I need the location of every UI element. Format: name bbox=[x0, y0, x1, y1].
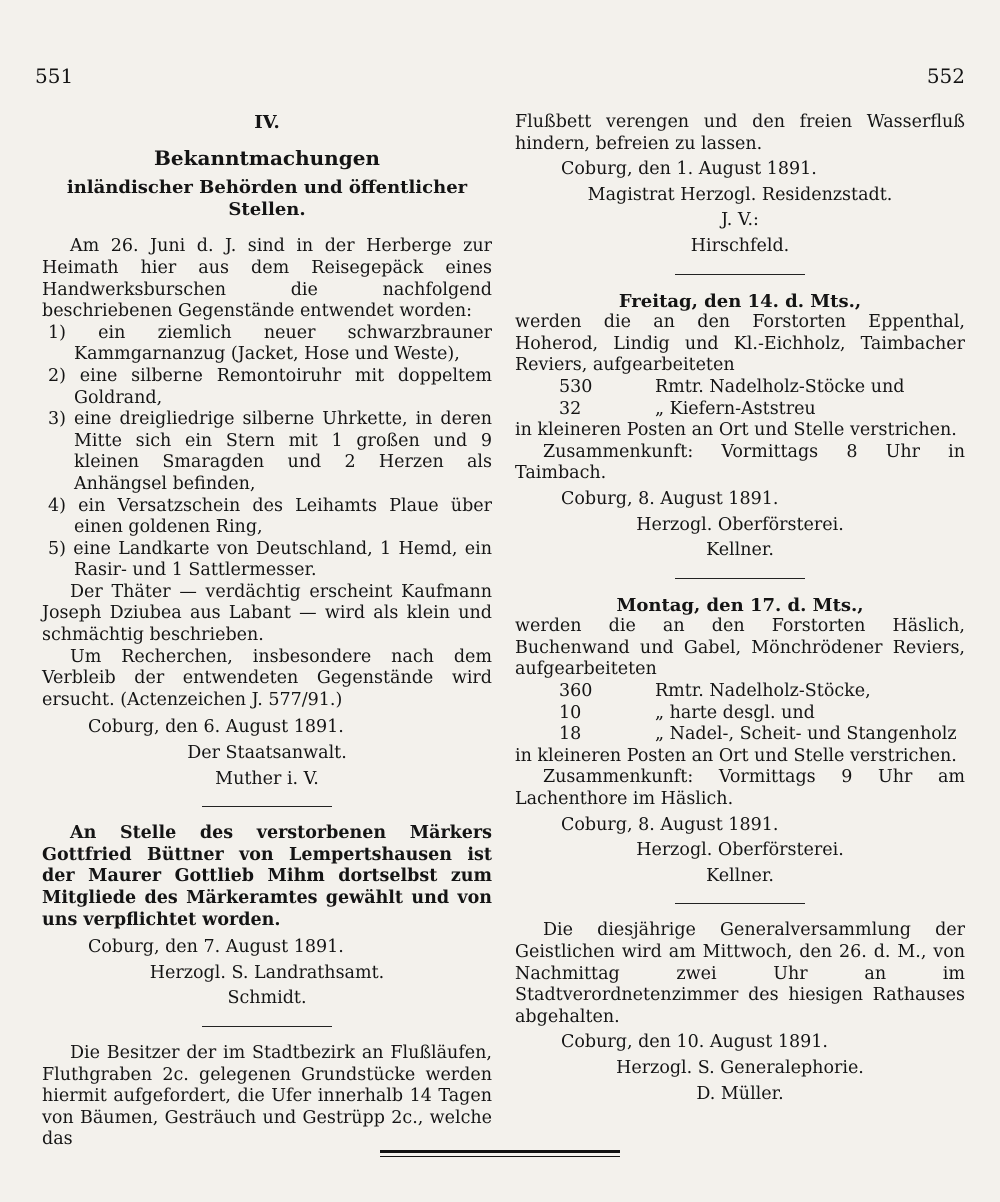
right-column bbox=[515, 112, 965, 1105]
quantity-description: „ harte desgl. und bbox=[655, 702, 815, 723]
notice-general-assembly-authority: Herzogl. S. Generalephorie. bbox=[616, 1057, 864, 1078]
notice-taimbach-text-2: in kleineren Posten an Ort und Stelle verstrichen. bbox=[515, 420, 957, 441]
notice-general-assembly-text: Die diesjährige Generalversammlung der Geistlichen wird am Mittwoch, den 26. d. M., von Nachmittag zwei Uhr an im Stadtverordnetenzimmer des hiesigen Rathauses abgehalten. bbox=[515, 920, 965, 1027]
notice-general-assembly-signature: D. Müller. bbox=[696, 1083, 784, 1104]
left-column bbox=[42, 112, 492, 1151]
quantity-description: Rmtr. Nadelholz-Stöcke und bbox=[655, 376, 905, 397]
page-number-left: 551 bbox=[35, 64, 74, 88]
notice-general-assembly-date: Coburg, den 10. August 1891. bbox=[561, 1032, 828, 1053]
notice-riverbanks-text: Die Besitzer der im Stadtbezirk an Flußläufen, Fluthgraben 2c. gelegenen Grundstücke werden hiermit aufgefordert, die Ufer innerhalb 14 Tagen von Bäumen, Gesträuch und Gestrüpp 2c., welche das bbox=[42, 1042, 492, 1150]
notice-taimbach-auction bbox=[515, 291, 965, 562]
notice-taimbach-signature: Kellner. bbox=[706, 540, 774, 561]
notice-taimbach-meeting: Zusammenkunft: Vormittags 8 Uhr in Taimbach. bbox=[515, 441, 965, 484]
table-row bbox=[559, 399, 910, 421]
quantity-number: 32 bbox=[559, 398, 582, 419]
notice-maerkeramt-authority: Herzogl. S. Landrathsamt. bbox=[149, 962, 385, 983]
notice-maerkeramt-signature: Schmidt. bbox=[227, 988, 307, 1009]
divider bbox=[202, 806, 332, 807]
notice-riverbanks-deputy: J. V.: bbox=[721, 210, 759, 231]
notice-maerkeramt-date: Coburg, den 7. August 1891. bbox=[88, 937, 344, 958]
notice-theft-signature: Muther i. V. bbox=[215, 768, 319, 789]
notice-riverbanks-authority: Magistrat Herzogl. Residenzstadt. bbox=[587, 184, 893, 205]
rule-thin bbox=[380, 1156, 620, 1157]
notice-riverbanks bbox=[42, 1043, 492, 1151]
notice-riverbanks-text-continued: Flußbett verengen und den freien Wasserfluß hindern, befreien zu lassen. bbox=[515, 112, 965, 154]
notice-theft-date: Coburg, den 6. August 1891. bbox=[88, 717, 344, 738]
notice-moenchroeden-authority: Herzogl. Oberförsterei. bbox=[636, 840, 844, 861]
divider bbox=[675, 578, 805, 579]
notice-riverbanks-date: Coburg, den 1. August 1891. bbox=[561, 159, 817, 180]
section-number: IV. bbox=[254, 112, 280, 133]
quantity-description: „ Kiefern-Aststreu bbox=[655, 398, 816, 419]
table-row bbox=[559, 681, 963, 703]
section-heading: Bekanntmachungen bbox=[154, 145, 380, 170]
table-row bbox=[559, 703, 963, 725]
notice-theft-authority: Der Staatsanwalt. bbox=[187, 743, 347, 764]
quantity-number: 18 bbox=[559, 724, 582, 745]
quantity-number: 360 bbox=[559, 681, 593, 702]
divider bbox=[202, 1026, 332, 1027]
list-item: 5) eine Landkarte von Deutschland, 1 Hemd, ein Rasir- und 1 Sattlermesser. bbox=[48, 538, 492, 581]
list-item: 3) eine dreigliedrige silberne Uhrkette, in deren Mitte sich ein Stern mit 1 großen und 9 kleinen Smaragden und 2 Herzen als Anhängsel befinden, bbox=[48, 409, 492, 494]
notice-moenchroeden-text-2: in kleineren Posten an Ort und Stelle verstrichen. bbox=[515, 745, 957, 766]
notice-moenchroeden-signature: Kellner. bbox=[706, 865, 774, 886]
divider bbox=[675, 903, 805, 904]
notice-riverbanks-continued bbox=[515, 112, 965, 258]
notice-moenchroeden-quantities bbox=[559, 681, 963, 746]
notice-theft-suspect: Der Thäter — verdächtig erscheint Kaufmann Joseph Dziubea aus Labant — wird als klein und schmächtig beschrieben. bbox=[42, 581, 492, 646]
notice-taimbach-text: werden die an den Forstorten Eppenthal, Hoherod, Lindig und Kl.-Eichholz, Taimbacher Reviers, aufgearbeiteten bbox=[515, 312, 965, 376]
list-item: 1) ein ziemlich neuer schwarzbrauner Kammgarnanzug (Jacket, Hose und Weste), bbox=[48, 322, 492, 365]
notice-taimbach-heading: Freitag, den 14. d. Mts., bbox=[618, 290, 862, 312]
notice-taimbach-quantities bbox=[559, 377, 910, 420]
notice-taimbach-date: Coburg, 8. August 1891. bbox=[561, 488, 779, 509]
quantity-number: 10 bbox=[559, 702, 582, 723]
notice-maerkeramt bbox=[42, 823, 492, 1010]
rule-thick bbox=[380, 1150, 620, 1153]
list-item: 4) ein Versatzschein des Leihamts Plaue über einen goldenen Ring, bbox=[48, 495, 492, 538]
notice-riverbanks-signature: Hirschfeld. bbox=[690, 235, 790, 256]
notice-theft-intro: Am 26. Juni d. J. sind in der Herberge zur Heimath hier aus dem Reisegepäck eines Handwerksburschen die nachfolgend beschriebenen Gegenstände entwendet worden: bbox=[42, 236, 492, 322]
section-subheading: inländischer Behörden und öffentlicher Stellen. bbox=[66, 177, 468, 220]
divider bbox=[675, 274, 805, 275]
notice-moenchroeden-meeting: Zusammenkunft: Vormittags 9 Uhr am Lachenthore im Häslich. bbox=[515, 767, 965, 810]
notice-theft bbox=[42, 236, 492, 790]
quantity-number: 530 bbox=[559, 376, 593, 397]
quantity-description: Rmtr. Nadelholz-Stöcke, bbox=[655, 681, 871, 702]
notice-taimbach-authority: Herzogl. Oberförsterei. bbox=[636, 514, 844, 535]
page-number-right: 552 bbox=[926, 64, 965, 88]
notice-moenchroeden-heading: Montag, den 17. d. Mts., bbox=[616, 594, 864, 616]
table-row bbox=[559, 724, 963, 746]
notice-moenchroeden-date: Coburg, 8. August 1891. bbox=[561, 814, 779, 835]
list-item: 2) eine silberne Remontoiruhr mit doppeltem Goldrand, bbox=[48, 365, 492, 408]
notice-maerkeramt-text: An Stelle des verstorbenen Märkers Gottfried Büttner von Lempertshausen ist der Maurer Gottlieb Mihm dortselbst zum Mitgliede des Märkeramtes gewählt und von uns verpflichtet worden. bbox=[42, 823, 492, 930]
notice-moenchroeden-text: werden die an den Forstorten Häslich, Buchenwand und Gabel, Mönchrödener Reviers, aufgearbeiteten bbox=[515, 616, 965, 680]
notice-moenchroeden-auction bbox=[515, 595, 965, 888]
quantity-description: „ Nadel-, Scheit- und Stangenholz bbox=[655, 724, 957, 745]
table-row bbox=[559, 377, 910, 399]
notice-general-assembly bbox=[515, 920, 965, 1105]
notice-theft-request: Um Recherchen, insbesondere nach dem Verbleib der entwendeten Gegenstände wird ersucht. (Actenzeichen J. 577/91.) bbox=[42, 646, 492, 710]
closing-double-rule bbox=[380, 1150, 620, 1157]
